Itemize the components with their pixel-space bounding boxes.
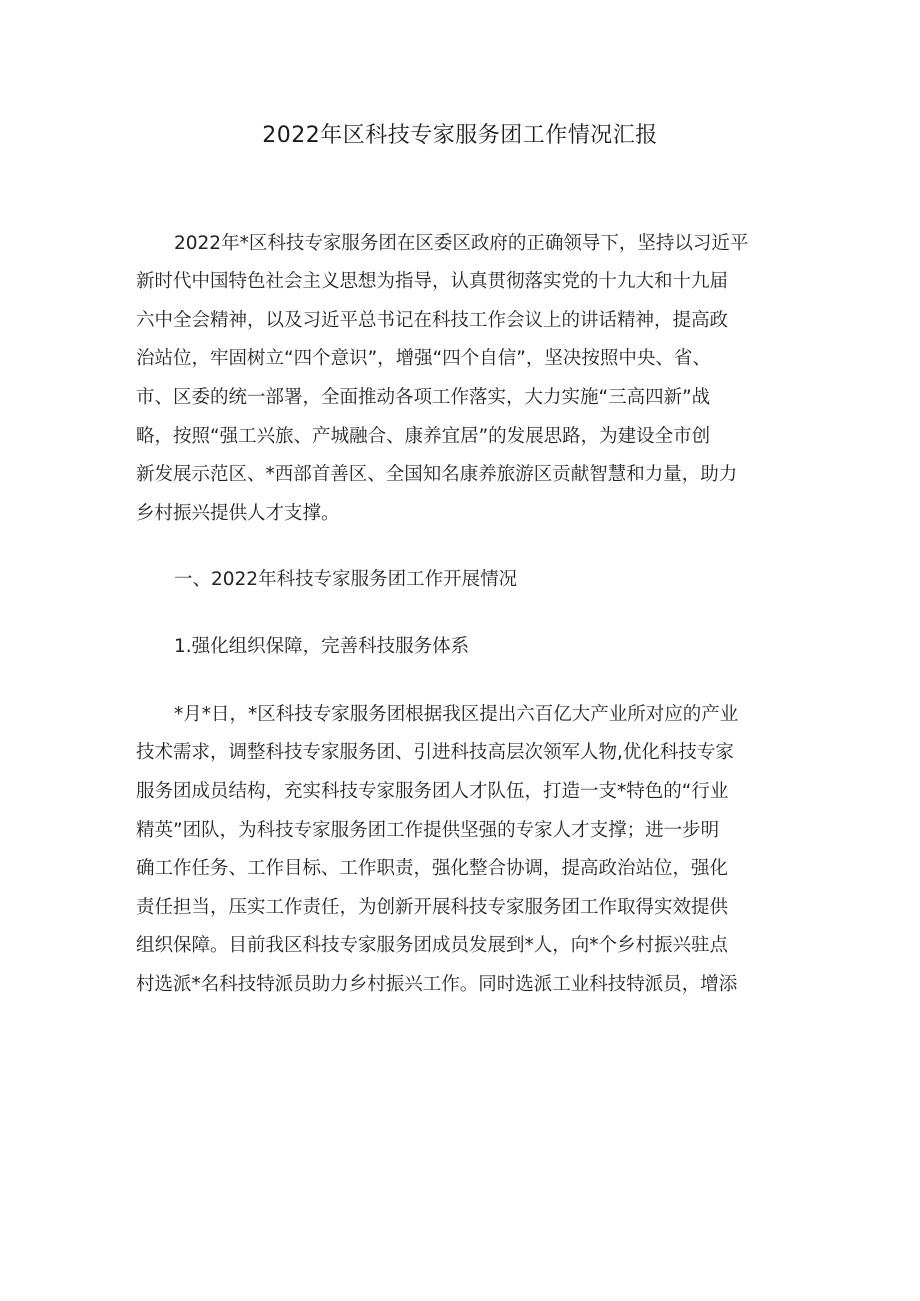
intro-line: 略，按照“强工兴旅、产城融合、康养宜居”的发展思路，为建设全市创 [136, 426, 711, 447]
body-line: 技术需求，调整科技专家服务团、引进科技高层次领军人物,优化科技专家 [136, 742, 734, 763]
body-line: *月*日，*区科技专家服务团根据我区提出六百亿大产业所对应的产业 [174, 704, 739, 725]
body-line: 责任担当，压实工作责任，为创新开展科技专家服务团工作取得实效提供 [136, 897, 729, 918]
body-line: 组织保障。目前我区科技专家服务团成员发展到*人，向*个乡村振兴驻点 [136, 935, 729, 956]
intro-line: 六中全会精神，以及习近平总书记在科技工作会议上的讲话精神，提高政 [136, 310, 729, 331]
intro-line: 市、区委的统一部署，全面推动各项工作落实，大力实施“三高四新”战 [136, 387, 711, 408]
body-line: 服务团成员结构，充实科技专家服务团人才队伍，打造一支*特色的“行业 [136, 781, 729, 802]
intro-line: 乡村振兴提供人才支撑。 [136, 503, 340, 524]
intro-line: 新发展示范区、*西部首善区、全国知名康养旅游区贡献智慧和力量，助力 [136, 464, 738, 485]
subsection-heading: 1.强化组织保障，完善科技服务体系 [174, 636, 470, 657]
intro-line: 2022年*区科技专家服务团在区委区政府的正确领导下，坚持以习近平 [174, 233, 749, 254]
body-line: 确工作任务、工作目标、工作职责，强化整合协调，提高政治站位，强化 [136, 858, 729, 879]
body-line: 村选派*名科技特派员助力乡村振兴工作。同时选派工业科技特派员，增添 [136, 974, 738, 995]
section-heading: 一、2022年科技专家服务团工作开展情况 [174, 569, 518, 590]
intro-line: 治站位，牢固树立“四个意识”，增强“四个自信”，坚决按照中央、省、 [136, 348, 711, 369]
intro-line: 新时代中国特色社会主义思想为指导，认真贯彻落实党的十九大和十九届 [136, 271, 729, 292]
document-title: 2022年区科技专家服务团工作情况汇报 [262, 123, 658, 148]
body-line: 精英”团队，为科技专家服务团工作提供坚强的专家人才支撑；进一步明 [136, 820, 720, 841]
